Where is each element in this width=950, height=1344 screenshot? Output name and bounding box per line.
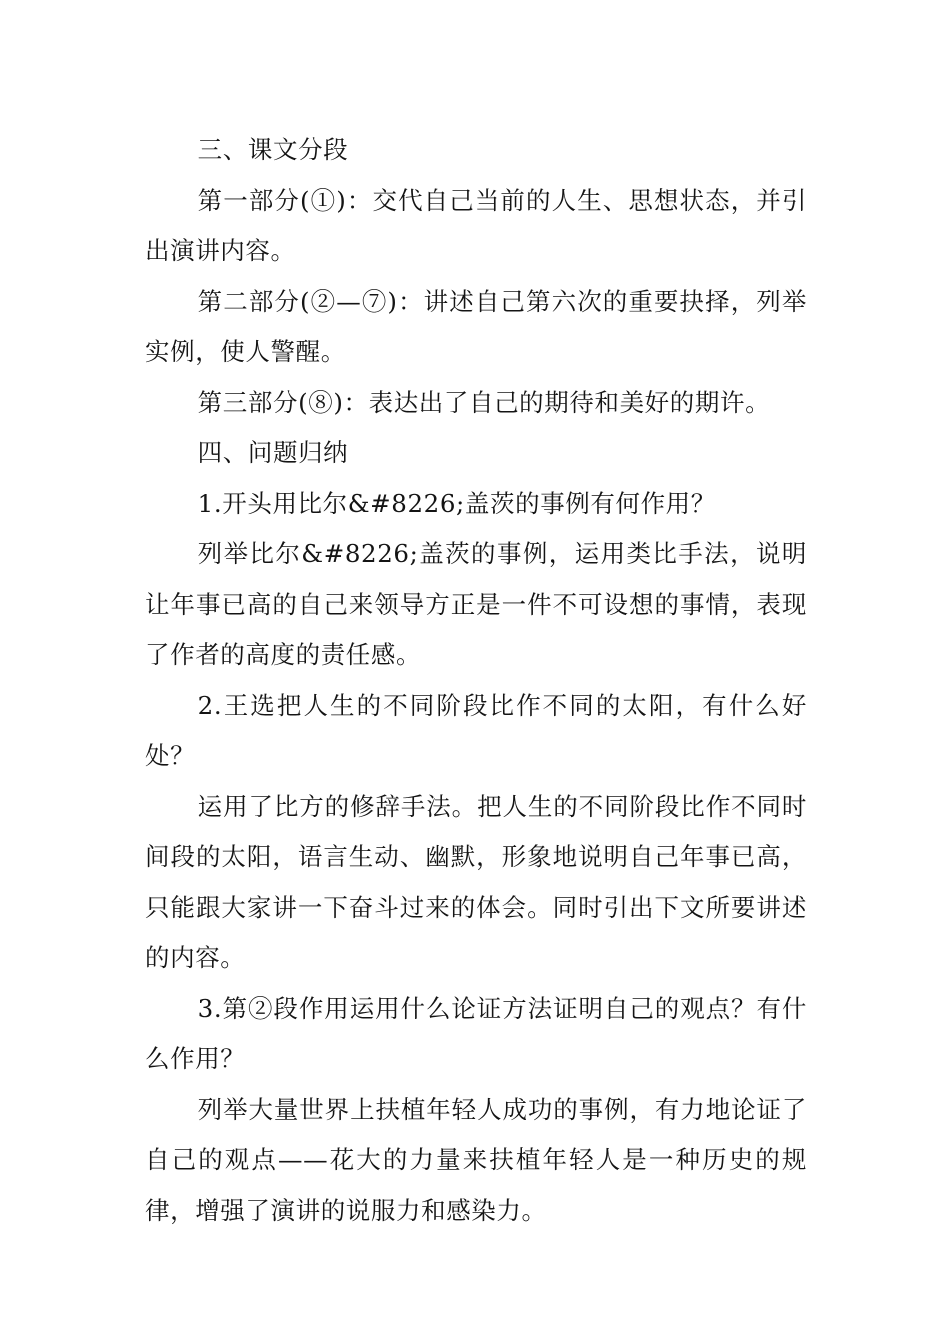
answer-2: 运用了比方的修辞手法。把人生的不同阶段比作不同时间段的太阳，语言生动、幽默，形象地说明自己年事已高，只能跟大家讲一下奋斗过来的体会。同时引出下文所要讲述的内容。 (145, 791, 807, 972)
question-3: 3.第②段作用运用什么论证方法证明自己的观点？有什么作用？ (145, 993, 807, 1073)
paragraph-part-three: 第三部分(⑧)：表达出了自己的期待和美好的期许。 (197, 387, 771, 417)
section-heading-paragraph-division: 三、课文分段 (197, 135, 349, 164)
answer-3: 列举大量世界上扶植年轻人成功的事例，有力地论证了自己的观点——花大的力量来扶植年轻人是一种历史的规律，增强了演讲的说服力和感染力。 (145, 1094, 807, 1225)
question-2: 2.王选把人生的不同阶段比作不同的太阳，有什么好处？ (145, 690, 807, 770)
paragraph-part-one: 第一部分(①)：交代自己当前的人生、思想状态，并引出演讲内容。 (145, 185, 807, 265)
document-body (145, 125, 807, 1236)
paragraph-part-two: 第二部分(②—⑦)：讲述自己第六次的重要抉择，列举实例，使人警醒。 (145, 286, 807, 366)
section-heading-question-summary: 四、问题归纳 (197, 438, 349, 467)
answer-1: 列举比尔&#8226;盖茨的事例，运用类比手法，说明让年事已高的自己来领导方正是一件不可设想的事情，表现了作者的高度的责任感。 (145, 539, 807, 669)
question-1: 1.开头用比尔&#8226;盖茨的事例有何作用？ (197, 488, 716, 518)
